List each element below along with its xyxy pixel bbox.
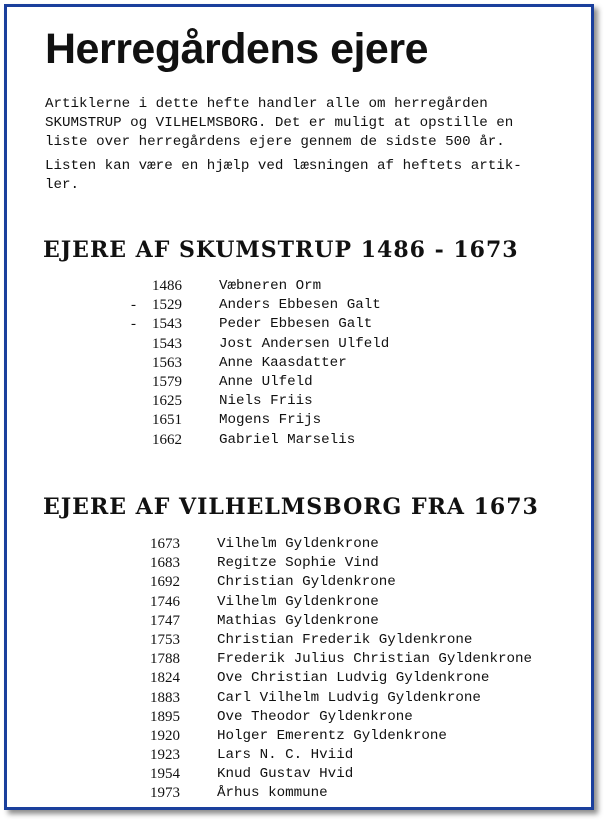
owner-year: 1747: [150, 612, 180, 629]
owner-name: Vilhelm Gyldenkrone: [217, 536, 379, 552]
owner-year: 1895: [150, 708, 180, 725]
owner-year: 1662: [152, 431, 182, 448]
owner-year: 1920: [150, 727, 180, 744]
owner-name: Peder Ebbesen Galt: [219, 316, 373, 333]
owner-year: 1788: [150, 651, 180, 668]
owner-year: 1923: [150, 747, 180, 764]
owner-name: Århus kommune: [217, 785, 328, 802]
owner-year: 1753: [150, 631, 180, 648]
owner-year: 1973: [150, 785, 180, 802]
owner-year: 1883: [150, 689, 180, 706]
owner-name: Ove Theodor Gyldenkrone: [217, 708, 413, 725]
owner-name: Christian Gyldenkrone: [217, 574, 396, 591]
owner-name: Lars N. C. Hviid: [217, 747, 354, 764]
owner-year: 1746: [150, 593, 180, 610]
owner-year: 1824: [150, 670, 180, 687]
owner-year: 1683: [150, 555, 180, 572]
owner-name: Ove Christian Ludvig Gyldenkrone: [217, 670, 490, 687]
owner-name: Knud Gustav Hvid: [217, 766, 354, 783]
owner-year: 1543: [152, 316, 182, 333]
owner-name: Christian Frederik Gyldenkrone: [217, 631, 473, 648]
owner-year: 1486: [152, 278, 182, 294]
page-frame: [4, 4, 594, 810]
owner-year: 1579: [152, 373, 182, 390]
owner-year: 1954: [150, 766, 180, 783]
intro-paragraph-2: Listen kan være en hjælp ved læsningen af heftets artik- ler.: [45, 158, 522, 193]
owner-prefix: -: [131, 316, 136, 333]
owner-name: Vilhelm Gyldenkrone: [217, 593, 379, 610]
owner-name: Holger Emerentz Gyldenkrone: [217, 727, 447, 744]
owner-name: Mathias Gyldenkrone: [217, 612, 379, 629]
document-page: [7, 7, 591, 807]
owner-name: Frederik Julius Christian Gyldenkrone: [217, 651, 533, 668]
owner-year: 1673: [150, 536, 180, 552]
intro-paragraph-1: Artiklerne i dette hefte handler alle om herregården SKUMSTRUP og VILHELMSBORG. Det er muligt at opstille en liste over herregårdens ejere gennem de sidste 500 år.: [45, 96, 514, 150]
owner-year: 1625: [152, 393, 182, 410]
page-title: Herregårdens ejere: [45, 25, 428, 73]
owner-name: Jost Andersen Ulfeld: [219, 335, 390, 352]
owner-name: Anne Ulfeld: [219, 373, 313, 390]
owner-year: 1543: [152, 335, 182, 352]
owner-year: 1692: [150, 574, 180, 591]
owner-year: 1563: [152, 354, 182, 371]
owner-name: Carl Vilhelm Ludvig Gyldenkrone: [217, 689, 481, 706]
owner-name: Væbneren Orm: [219, 278, 322, 294]
owner-name: Mogens Frijs: [219, 412, 322, 429]
skumstrup-heading: EJERE AF SKUMSTRUP 1486 - 1673: [43, 237, 519, 263]
owner-name: Anders Ebbesen Galt: [219, 297, 381, 314]
owner-year: 1651: [152, 412, 182, 429]
vilhelmsborg-heading: EJERE AF VILHELMSBORG FRA 1673: [43, 494, 539, 520]
owner-name: Niels Friis: [219, 393, 313, 410]
owner-year: 1529: [152, 297, 182, 314]
owner-name: Regitze Sophie Vind: [217, 555, 379, 572]
owner-prefix: -: [131, 297, 136, 314]
owner-name: Gabriel Marselis: [219, 431, 356, 448]
owner-name: Anne Kaasdatter: [219, 354, 347, 371]
